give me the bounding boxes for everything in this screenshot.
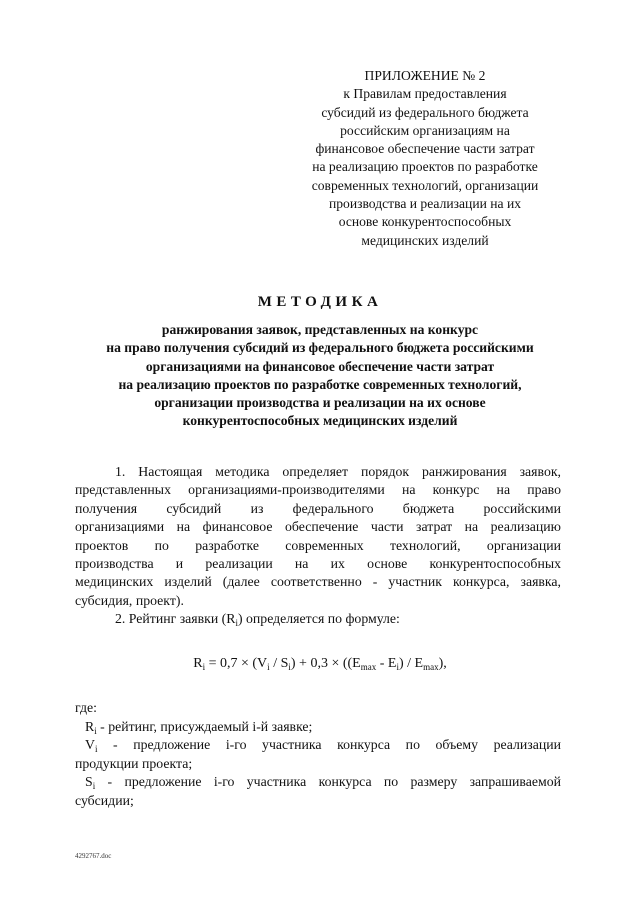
symbol: R — [85, 718, 95, 734]
symbol-subscript: i — [94, 744, 98, 755]
symbol: S — [85, 774, 93, 790]
paragraph-1-line: получения субсидий из федерального бюджета российскими — [75, 500, 561, 516]
appendix-line: финансовое обеспечение части затрат — [315, 141, 535, 157]
formula-subscript: max — [360, 662, 377, 672]
formula-subscript: i — [202, 662, 206, 672]
subtitle-line: конкурентоспособных медицинских изделий — [182, 413, 458, 429]
document-subtitle — [60, 321, 580, 431]
subtitle-line: организации производства и реализации на их основе — [154, 395, 486, 411]
definition-r — [75, 718, 561, 737]
appendix-header — [300, 67, 550, 250]
paragraph-1-line: производства и реализации на их основе конкурентоспособных — [75, 555, 561, 571]
appendix-line: основе конкурентоспособных — [338, 214, 512, 230]
formula-subscript: i — [396, 662, 399, 672]
appendix-line: медицинских изделий — [361, 232, 489, 248]
formula-part: - E — [376, 656, 397, 671]
definition-v — [75, 736, 561, 755]
paragraph-1-line: 1. Настоящая методика определяет порядок ранжирования заявок, — [115, 464, 561, 479]
definition-text: - предложение i-го участника конкурса по объему реализации — [97, 737, 561, 753]
paragraph-2 — [75, 610, 561, 628]
formula-subscript: max — [423, 662, 439, 672]
appendix-line: производства и реализации на их — [328, 196, 522, 212]
where-label: где: — [75, 700, 97, 715]
symbol-subscript: i — [92, 781, 96, 792]
paragraph-2-text-end: ) определяется по формуле: — [237, 611, 400, 627]
appendix-line: современных технологий, организации — [311, 177, 539, 193]
formula-part: / S — [269, 656, 289, 671]
formula-part: ) / E — [398, 656, 424, 671]
formula-part: ), — [438, 656, 447, 671]
appendix-line: российским организациям на — [340, 122, 510, 138]
paragraph-1-line: субсидия, проект). — [75, 592, 184, 608]
appendix-line: на реализацию проектов по разработке — [312, 159, 538, 175]
formula-part: = 0,7 × (V — [205, 656, 268, 671]
formula-part: ) + 0,3 × ((E — [290, 656, 361, 671]
definition-text: - рейтинг, присуждаемый i-й заявке; — [96, 718, 313, 734]
subtitle-line: организациями на финансовое обеспечение части затрат — [145, 358, 495, 374]
definitions — [75, 699, 561, 811]
subtitle-line: ранжирования заявок, представленных на конкурс — [161, 322, 479, 337]
paragraph-1-line: проектов по разработке современных технологий, организации — [75, 537, 561, 553]
appendix-title: ПРИЛОЖЕНИЕ № 2 — [364, 68, 486, 83]
paragraph-2-text: 2. Рейтинг заявки (R — [115, 611, 236, 627]
formula-subscript: i — [267, 662, 270, 672]
symbol-subscript: i — [94, 725, 97, 736]
symbol: V — [85, 737, 95, 753]
paragraph-2-subscript: i — [235, 618, 238, 629]
body-paragraphs — [75, 463, 561, 629]
definition-s — [75, 773, 561, 792]
definition-v-continued: продукции проекта; — [75, 755, 193, 771]
subtitle-line: на право получения субсидий из федерального бюджета российскими — [106, 340, 534, 356]
formula-subscript: i — [288, 662, 291, 672]
rating-formula — [0, 656, 640, 672]
appendix-line: к Правилам предоставления — [343, 86, 507, 102]
paragraph-1-line: представленных организациями-производителями на конкурс на право — [75, 482, 561, 498]
appendix-line: субсидий из федерального бюджета — [321, 104, 529, 120]
subtitle-line: на реализацию проектов по разработке современных технологий, — [118, 376, 522, 392]
document-title: МЕТОДИКА — [257, 294, 383, 310]
definition-s-continued: субсидии; — [75, 792, 134, 808]
definition-text: - предложение i-го участника конкурса по размеру запрашиваемой — [95, 774, 561, 790]
paragraph-1-line: организациями на финансовое обеспечение части затрат на реализацию — [75, 519, 561, 535]
paragraph-1-line: медицинских изделий (далее соответственно - участник конкурса, заявка, — [75, 574, 561, 590]
formula-part: R — [193, 656, 203, 671]
file-name-footer: 4292767.doc — [75, 852, 112, 860]
